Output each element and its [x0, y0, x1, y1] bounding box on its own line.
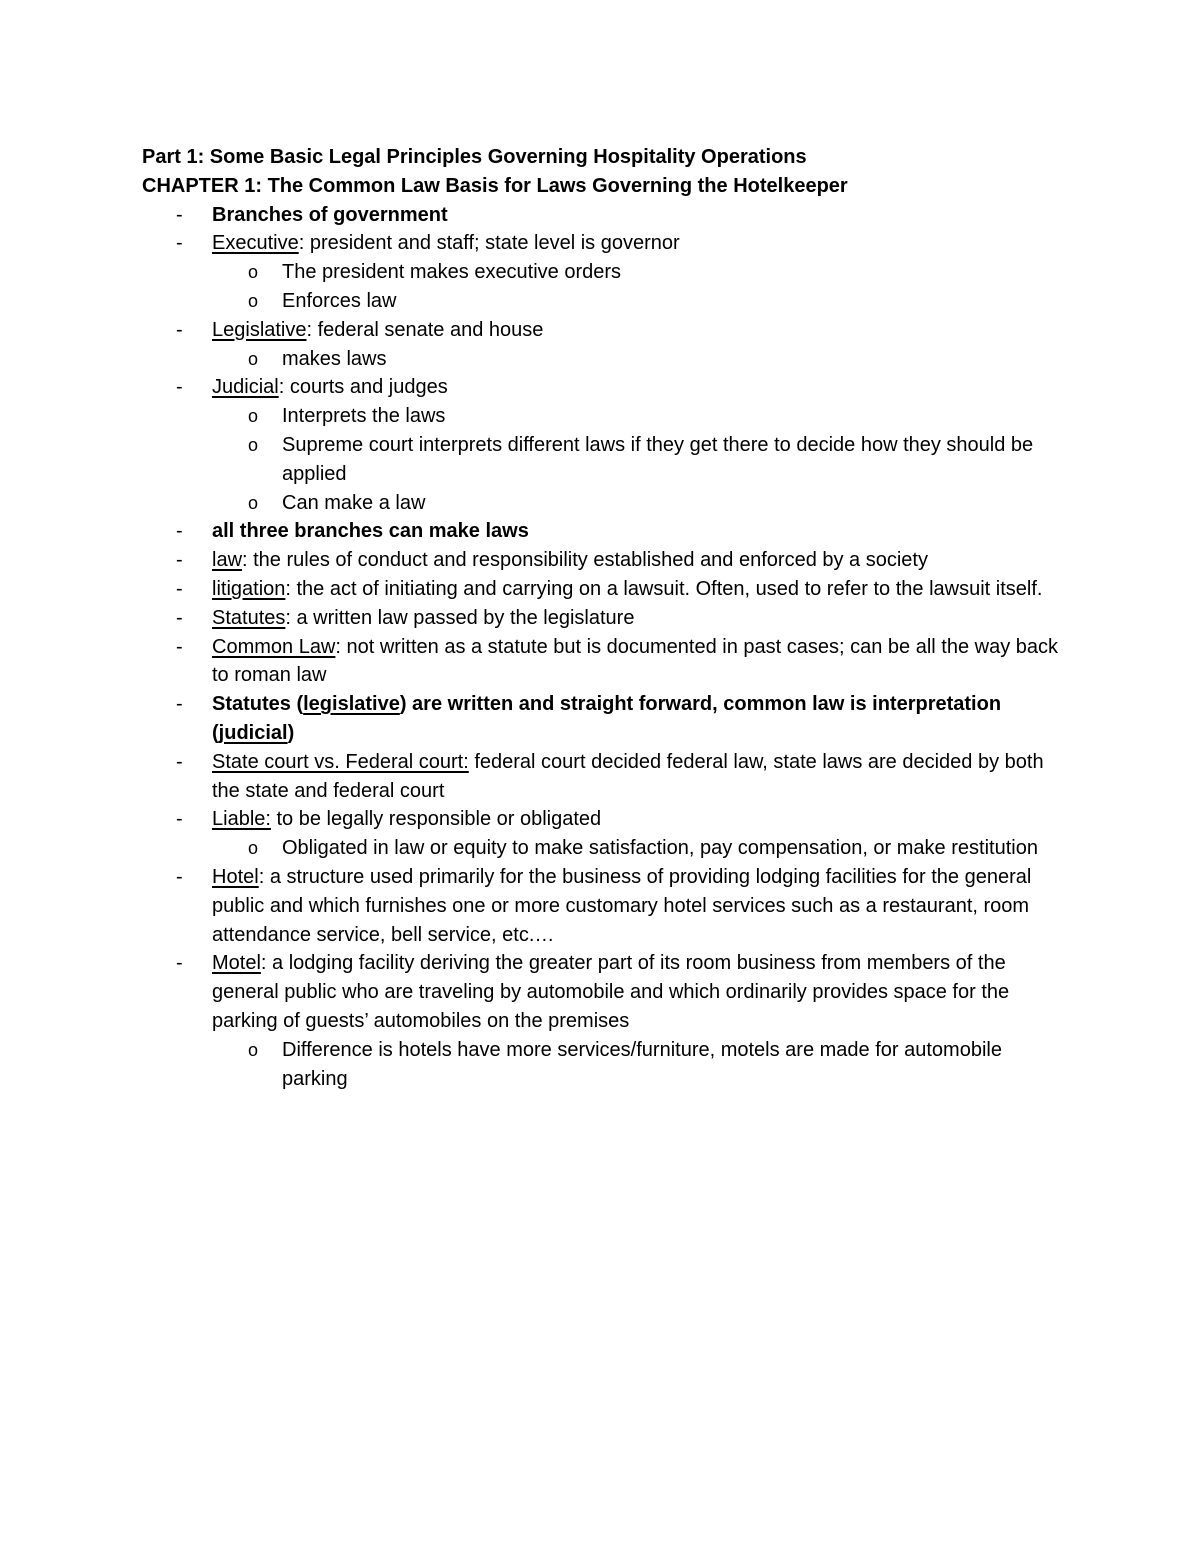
term-statutes: Statutes	[212, 606, 286, 629]
notes-list	[142, 201, 1062, 1094]
list-item-legislative	[142, 316, 1062, 374]
list-item-courts	[142, 748, 1062, 806]
dash-bullet: -	[176, 808, 183, 831]
sub-item	[212, 345, 1062, 374]
liable-sublist	[212, 834, 1062, 863]
term-executive: Executive	[212, 232, 299, 255]
sub-item-text: Supreme court interprets different laws if they get there to decide how they should be applied	[282, 433, 1034, 485]
sub-item	[212, 431, 1062, 489]
sub-item-text: The president makes executive orders	[282, 261, 622, 284]
chapter-title	[142, 172, 1062, 201]
sub-item	[212, 489, 1062, 518]
definition-executive: : president and staff; state level is governor	[298, 232, 680, 255]
legislative-sublist	[212, 345, 1062, 374]
judicial-sublist	[212, 402, 1062, 517]
definition-liable: to be legally responsible or obligated	[270, 808, 602, 831]
dash-bullet: -	[176, 376, 183, 399]
dash-bullet: -	[176, 606, 183, 629]
definition-hotel: : a structure used primarily for the business of providing lodging facilities for the general public and which furnishes one or more customary hotel services such as a restaurant, room attendance service, bell service, etc.…	[212, 865, 1032, 946]
definition-legislative: : federal senate and house	[306, 318, 544, 341]
term-judicial: Judicial	[212, 376, 279, 399]
dash-bullet: -	[176, 318, 183, 341]
dash-bullet: -	[176, 203, 183, 226]
comparison-legislative: legislative	[303, 693, 400, 716]
list-item-litigation	[142, 575, 1062, 604]
comparison-text-c: ) are written and straight forward, common law is interpretation (	[212, 693, 1002, 744]
definition-judicial: : courts and judges	[278, 376, 448, 399]
definition-common-law: : not written as a statute but is documented in past cases; can be all the way back to roman law	[212, 635, 1059, 687]
branches-heading: Branches of government	[212, 203, 448, 226]
sub-item	[212, 834, 1062, 863]
list-item-motel	[142, 949, 1062, 1093]
definition-law: : the rules of conduct and responsibility established and enforced by a society	[242, 549, 928, 572]
list-item-comparison	[142, 690, 1062, 748]
sub-item	[212, 402, 1062, 431]
sub-item-text: Obligated in law or equity to make satisfaction, pay compensation, or make restitution	[282, 837, 1038, 860]
definition-courts: federal court decided federal law, state laws are decided by both the state and federal court	[212, 750, 1044, 802]
chapter-name: The Common Law Basis for Laws Governing the Hotelkeeper	[262, 174, 848, 197]
term-motel: Motel	[212, 952, 261, 975]
list-item-branches	[142, 201, 1062, 230]
dash-bullet: -	[176, 232, 183, 255]
circle-bullet: o	[248, 434, 259, 455]
definition-litigation: : the act of initiating and carrying on a lawsuit. Often, used to refer to the lawsuit itself.	[285, 577, 1043, 600]
sub-item-text: Enforces law	[282, 289, 397, 312]
list-item-executive	[142, 229, 1062, 315]
term-courts: State court vs. Federal court:	[212, 750, 469, 773]
dash-bullet: -	[176, 520, 183, 543]
sub-item	[212, 287, 1062, 316]
sub-item-text: makes laws	[282, 347, 387, 370]
comparison-text-e: )	[287, 721, 295, 744]
dash-bullet: -	[176, 865, 183, 888]
sub-item-text: Can make a law	[282, 491, 426, 514]
circle-bullet: o	[248, 290, 259, 311]
term-legislative: Legislative	[212, 318, 307, 341]
term-litigation: litigation	[212, 577, 286, 600]
dash-bullet: -	[176, 952, 183, 975]
list-item-liable	[142, 805, 1062, 863]
document-body	[142, 143, 1062, 1093]
sub-item	[212, 1036, 1062, 1094]
sub-item-text: Interprets the laws	[282, 405, 446, 428]
circle-bullet: o	[248, 262, 259, 283]
term-hotel: Hotel	[212, 865, 259, 888]
circle-bullet: o	[248, 1039, 259, 1060]
circle-bullet: o	[248, 492, 259, 513]
term-law: law	[212, 549, 243, 572]
executive-sublist	[212, 258, 1062, 316]
list-item-judicial	[142, 373, 1062, 517]
motel-sublist	[212, 1036, 1062, 1094]
list-item-hotel	[142, 863, 1062, 949]
circle-bullet: o	[248, 348, 259, 369]
term-common-law: Common Law	[212, 635, 336, 658]
dash-bullet: -	[176, 693, 183, 716]
term-liable: Liable:	[212, 808, 271, 831]
list-item-common-law	[142, 633, 1062, 691]
list-item-statutes	[142, 604, 1062, 633]
circle-bullet: o	[248, 838, 259, 859]
all-three-note: all three branches can make laws	[212, 520, 529, 543]
comparison-text-a: Statutes (	[212, 693, 304, 716]
circle-bullet: o	[248, 406, 259, 427]
comparison-judicial: judicial	[218, 721, 288, 744]
list-item-law	[142, 546, 1062, 575]
dash-bullet: -	[176, 635, 183, 658]
dash-bullet: -	[176, 549, 183, 572]
definition-motel: : a lodging facility deriving the greater part of its room business from members of the general public who are traveling by automobile and which ordinarily provides space for the parking of guests’ automobiles on the premises	[212, 952, 1010, 1032]
dash-bullet: -	[176, 577, 183, 600]
definition-statutes: : a written law passed by the legislature	[285, 606, 635, 629]
sub-item	[212, 258, 1062, 287]
dash-bullet: -	[176, 750, 183, 773]
list-item-all-three	[142, 517, 1062, 546]
part-title: Part 1: Some Basic Legal Principles Governing Hospitality Operations	[142, 146, 807, 168]
sub-item-text: Difference is hotels have more services/furniture, motels are made for automobile parking	[282, 1038, 1002, 1090]
chapter-prefix: CHAPTER 1:	[142, 174, 263, 197]
